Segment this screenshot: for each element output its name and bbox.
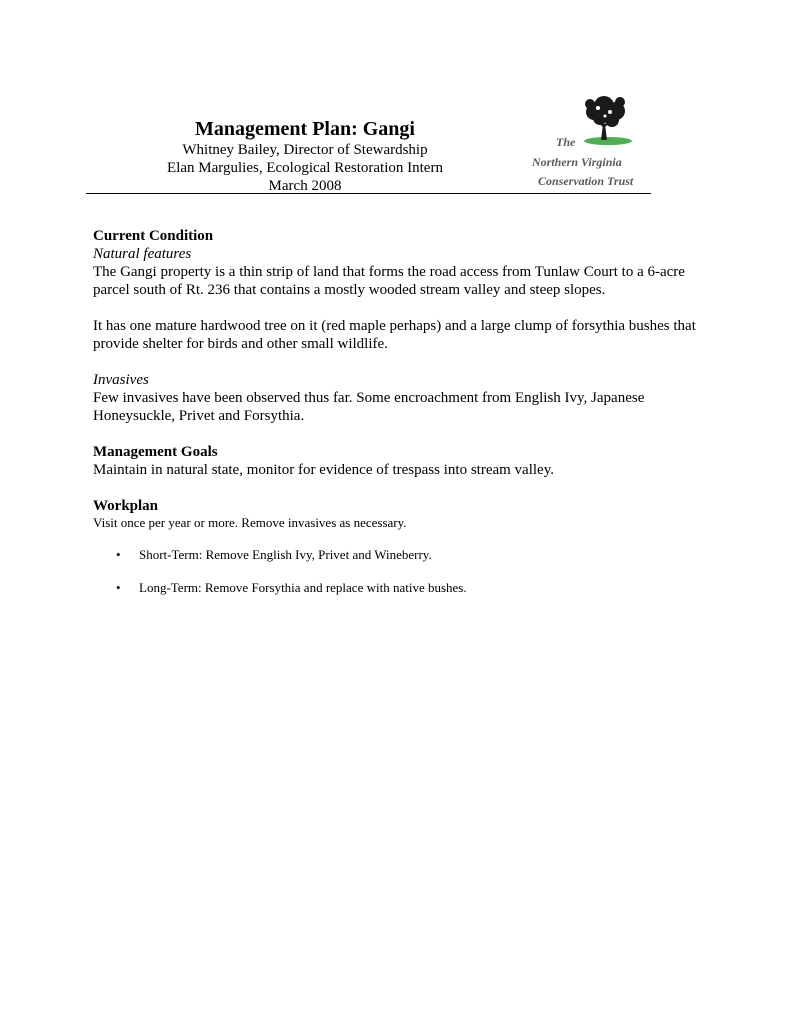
tree-icon [576,94,636,146]
author-line: Elan Margulies, Ecological Restoration Intern [167,160,443,176]
current-condition-section [93,227,708,425]
management-goals-section [93,443,708,479]
logo-text-conservation-trust: Conservation Trust [538,174,634,188]
section-heading-current-condition: Current Condition [93,228,214,244]
workplan-list [93,547,708,596]
organization-logo [526,90,654,190]
section-heading-workplan: Workplan [93,498,159,514]
list-item [93,547,708,563]
paragraph-management-goals: Maintain in natural state, monitor for evidence of trespass into stream valley. [93,462,554,478]
document-body [93,227,708,613]
bullet-icon: • [116,580,121,595]
document-header [0,0,791,200]
bullet-icon: • [116,547,121,562]
paragraph-invasives: Few invasives have been observed thus far. Some encroachment from English Ivy, Japanese Honeysuckle, Privet and Forsythia. [93,390,645,424]
subheading-invasives: Invasives [93,372,149,388]
list-item [93,580,708,596]
header-divider [86,193,651,194]
paragraph-workplan-intro: Visit once per year or more. Remove invasives as necessary. [93,515,407,530]
logo-text-the: The [556,135,576,149]
workplan-section [93,497,708,596]
logo-text-northern-virginia: Northern Virginia [532,155,622,169]
paragraph-natural-features-2: It has one mature hardwood tree on it (red maple perhaps) and a large clump of forsythia bushes that provide shelter for birds and other small wildlife. [93,318,696,352]
list-item-text: Long-Term: Remove Forsythia and replace with native bushes. [139,580,467,595]
subheading-natural-features: Natural features [93,246,192,262]
author-line: Whitney Bailey, Director of Stewardship [182,142,428,158]
paragraph-natural-features-1: The Gangi property is a thin strip of land that forms the road access from Tunlaw Court to a 6-acre parcel south of Rt. 236 that contains a mostly wooded stream valley and steep slopes. [93,264,685,298]
title-block [150,117,460,195]
document-date: March 2008 [268,178,342,194]
list-item-text: Short-Term: Remove English Ivy, Privet and Wineberry. [139,547,432,562]
section-heading-management-goals: Management Goals [93,444,218,460]
page-title: Management Plan: Gangi [195,118,415,140]
